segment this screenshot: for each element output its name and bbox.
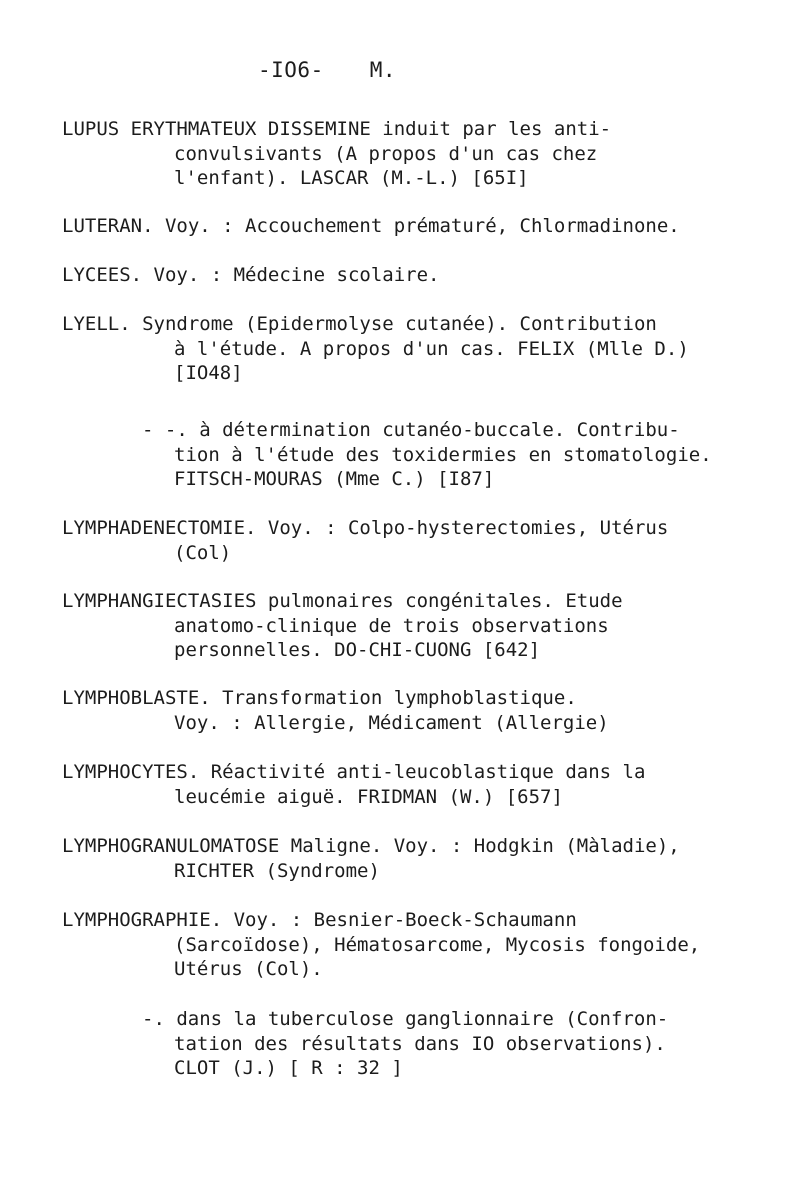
index-entry [62,263,782,288]
entry-line: tation des résultats dans IO observations). [174,1032,666,1055]
entry-line: LYMPHANGIECTASIES pulmonaires congénitales. Etude [62,590,623,612]
entry-line: LYMPHOBLASTE. Transformation lymphoblastique. [62,687,577,709]
entry-line: convulsivants (A propos d'un cas chez [174,142,598,165]
entry-line: FITSCH-MOURAS (Mme C.) [I87] [174,468,495,490]
entry-line: LUPUS ERYTHMATEUX DISSEMINE induit par les anti- [62,118,612,140]
entry-line: [IO48] [174,362,243,384]
entry-line: (Col) [174,541,232,564]
entry-line: LYELL. Syndrome (Epidermolyse cutanée). Contribution [62,313,657,335]
index-entry [62,760,782,809]
entry-line: - -. à détermination cutanéo-buccale. Contribu- [142,419,680,441]
index-entry [62,214,782,239]
entry-line: LYCEES. Voy. : Médecine scolaire. [62,264,440,286]
entry-line: (Sarcoïdose), Hématosarcome, Mycosis fongoide, [174,933,701,956]
index-entry [62,1007,782,1081]
entry-line: -. dans la tuberculose ganglionnaire (Confron- [142,1008,669,1030]
index-entry [62,686,782,735]
entry-line: Utérus (Col). [174,958,323,980]
entry-line: leucémie aiguë. FRIDMAN (W.) [657] [174,785,563,808]
index-entry [62,589,782,663]
entry-line: tion à l'étude des toxidermies en stomatologie. [174,443,712,466]
index-entry [62,908,782,982]
page-header [258,58,396,82]
entry-line: Voy. : Allergie, Médicament (Allergie) [174,711,609,734]
entry-line: LYMPHOGRAPHIE. Voy. : Besnier-Boeck-Schaumann [62,909,577,931]
entry-line: LYMPHOCYTES. Réactivité anti-leucoblastique dans la [62,761,646,783]
entry-line: RICHTER (Syndrome) [174,859,380,882]
entry-line: LUTERAN. Voy. : Accouchement prématuré, Chlormadinone. [62,215,680,237]
index-entry [62,117,782,191]
entry-line: CLOT (J.) [ R : 32 ] [174,1057,403,1079]
entry-line: anatomo-clinique de trois observations [174,614,609,637]
page-number: -IO6- [258,58,324,82]
section-letter: M. [369,58,397,82]
index-entry [62,516,782,565]
index-entry [62,312,782,386]
index-entry [62,418,782,492]
entry-line: LYMPHADENECTOMIE. Voy. : Colpo-hysterectomies, Utérus [62,517,669,539]
entry-line: LYMPHOGRANULOMATOSE Maligne. Voy. : Hodgkin (Màladie), [62,835,680,857]
entry-line: à l'étude. A propos d'un cas. FELIX (Mlle D.) [174,337,689,360]
entry-line: personnelles. DO-CHI-CUONG [642] [174,639,541,661]
index-entry [62,834,782,883]
entry-line: l'enfant). LASCAR (M.-L.) [65I] [174,167,529,189]
